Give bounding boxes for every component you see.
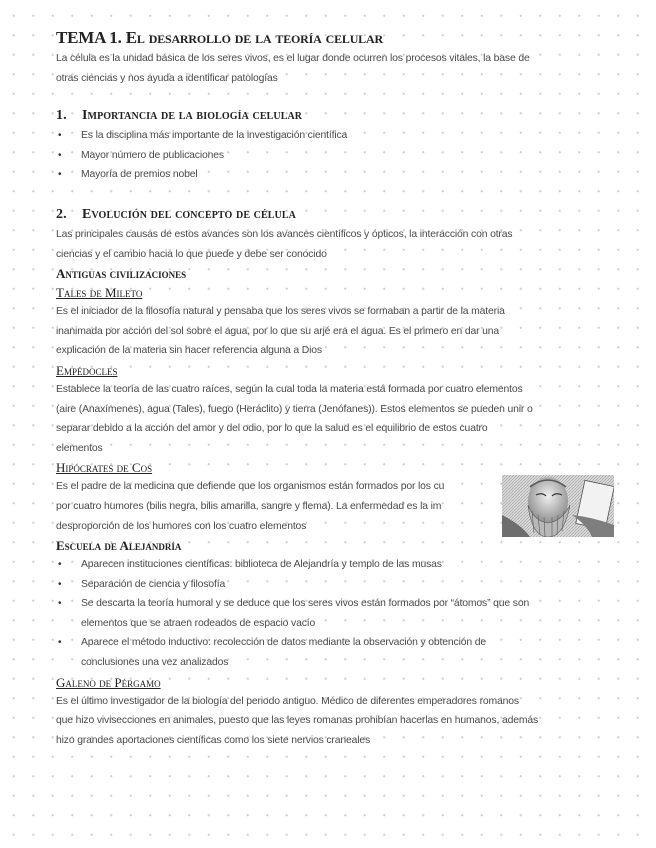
list-item [56,575,602,595]
title-text: El desarrollo de la teoría celular [125,28,383,47]
section-2-number: 2. [56,206,67,222]
intro-line: otras ciencias y nos ayuda a identificar patologías [56,72,278,84]
list-item: • Es la disciplina más importante de la investigación científica [56,126,602,146]
paragraph-line: hizo grandes aportaciones científicas como los siete nervios craneales [56,734,371,746]
paragraph-line: separar debido a la acción del amor y del odio, por lo que la salud es el equilibrio de estos cuatro [56,423,488,435]
page-title [56,27,602,49]
list-item: • Mayoría de premios nobel [56,165,602,185]
galeno-heading: Galeno de Pérgamo [56,674,161,690]
hipocrates-paragraph [56,477,602,536]
alejandria-list [56,555,602,673]
list-item-text: elementos que se atraen rodeados de espacio vacío [81,617,316,629]
section-1-number: 1. [56,108,67,124]
paragraph-line: desproporción de los humores con los cuatro elementos [56,520,307,532]
paragraph-line: inanimada por acción del sol sobre el agua, por lo que su arjé era el agua. Es el primero en dar una [56,325,500,337]
intro-line: La célula es la unidad básica de los seres vivos, es el lugar donde ocurren los procesos vitales, la base de [56,53,530,64]
hipocrates-heading: Hipócrates de Cos [56,460,153,476]
paragraph-line: (aire (Anaxímenes), agua (Tales), fuego (Heráclito) y tierra (Jenófanes)). Estos elementos se pueden unir o [56,403,533,415]
section-1-title: Importancia de la biología celular [82,108,303,124]
paragraph-line: Es el iniciador de la filosofía natural y pensaba que los seres vivos se formaban a partir de la materia [56,306,505,318]
list-item: • Mayor número de publicaciones [56,146,602,166]
paragraph-line: Es el último investigador de la biología del periodo antiguo. Médico de diferentes emperadores romanos [56,695,519,707]
section-2-title: Evolución del concepto de célula [82,206,296,222]
list-item-text: conclusiones una vez analizados [81,657,229,669]
ancient-civilizations-heading: Antiguas civilizaciones [56,266,187,282]
galeno-paragraph [56,692,602,751]
section-2-intro [56,225,602,264]
empedocles-paragraph [56,380,602,458]
list-item [56,555,602,575]
document-page [56,27,602,750]
section-1-heading [56,106,602,126]
paragraph-line: elementos [56,442,103,454]
alejandria-heading: Escuela de Alejandría [56,538,182,554]
empedocles-heading: Empédocles [56,362,118,378]
list-item [56,633,602,672]
paragraph-line: explicación de la materia sin hacer referencia alguna a Dios [56,345,322,357]
paragraph-line: Establece la teoría de las cuatro raíces, según la cual toda la materia está formada por cuatro elementos [56,383,523,395]
section-1-list [56,126,602,185]
section-2-heading [56,205,602,225]
paragraph-line: por cuatro humores (bilis negra, bilis amarilla, sangre y flema). La enfermedad es la im [56,500,442,512]
list-item-text: Aparecen instituciones científicas: biblioteca de Alejandría y templo de las musas [81,559,442,571]
list-item-text: Aparece el método inductivo: recolección de datos mediante la observación y obtención de [81,637,486,649]
paragraph-line: ciencias y el cambio hacia lo que puede y debe ser conocido [56,248,327,260]
tales-paragraph [56,302,602,361]
intro-paragraph [56,49,602,88]
hippocrates-portrait [502,475,614,537]
list-item-text: Se descarta la teoría humoral y se deduce que los seres vivos están formados por “átomos” que son [81,598,530,610]
tales-heading: Tales de Mileto [56,285,143,301]
paragraph-line: Es el padre de la medicina que defiende que los organismos están formados por los cu [56,481,445,493]
paragraph-line: que hizo vivisecciones en animales, puesto que las leyes romanas prohibían hacerlas en humanos, además [56,715,539,727]
list-item [56,594,602,633]
paragraph-line: Las principales causas de estos avances son los avances científicos y ópticos, la interacción con otras [56,228,513,240]
title-prefix: TEMA 1. [56,28,122,47]
list-item-text: Separación de ciencia y filosofía [81,578,226,590]
